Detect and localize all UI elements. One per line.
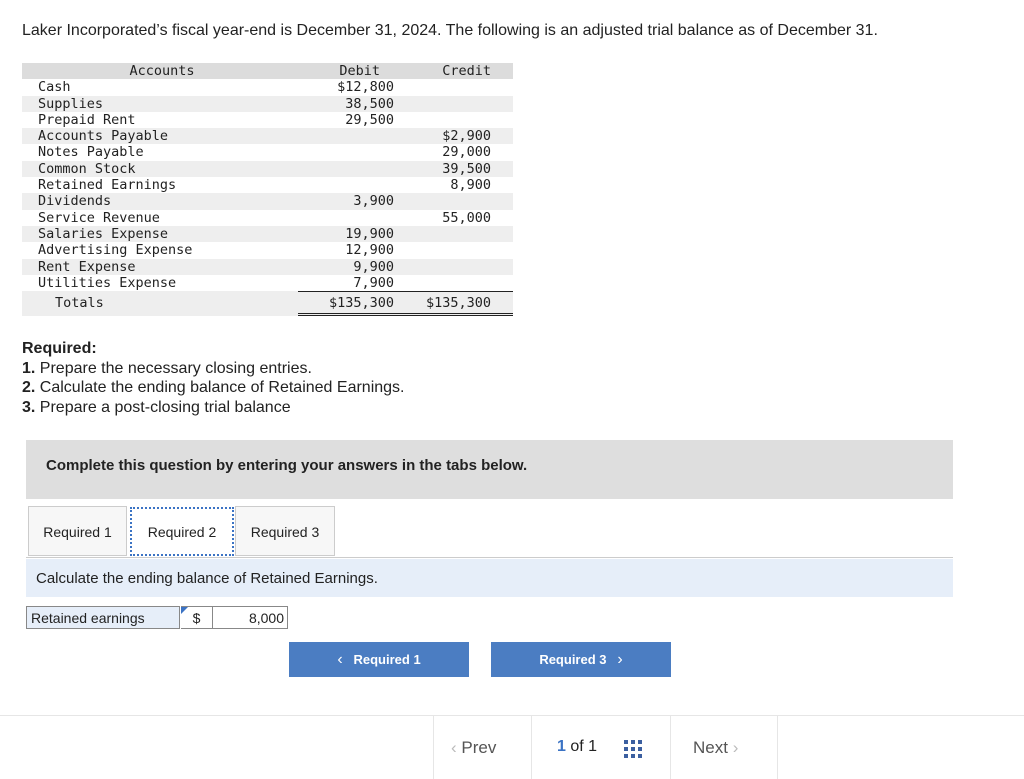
debit-amount: 38,500 [345, 95, 394, 112]
tab-required-2[interactable]: Required 2 [129, 506, 235, 556]
account-name: Supplies [38, 95, 104, 112]
debit-amount: 29,500 [345, 111, 394, 128]
instructions-text: Complete this question by entering your answers in the tabs below. [46, 457, 528, 474]
account-name: Service Revenue [38, 209, 160, 226]
table-row [22, 210, 513, 226]
tab-focus-outline [130, 507, 234, 556]
account-name: Rent Expense [38, 258, 136, 275]
credit-amount: 8,900 [450, 177, 491, 194]
tab-divider [26, 557, 953, 558]
totals-double-rule [298, 313, 513, 316]
account-name: Retained Earnings [38, 177, 177, 194]
accounts-header: Accounts [129, 63, 195, 79]
chevron-left-icon: ‹ [451, 738, 457, 757]
debit-header: Debit [339, 63, 380, 79]
credit-amount: 55,000 [442, 209, 491, 226]
table-row [22, 112, 513, 128]
table-row [22, 259, 513, 275]
account-name: Accounts Payable [38, 128, 169, 145]
tab-required-1[interactable]: Required 1 [28, 506, 127, 556]
table-row [22, 242, 513, 258]
debit-amount: 19,900 [345, 225, 394, 242]
credit-header: Credit [442, 63, 491, 79]
required-title: Required: [22, 340, 97, 357]
chevron-right-icon: › [617, 651, 623, 668]
next-page-button[interactable]: Next › [693, 738, 739, 757]
account-name: Utilities Expense [38, 274, 177, 291]
page-indicator: 1 of 1 [557, 738, 598, 755]
debit-amount: 9,900 [353, 258, 394, 275]
account-name: Cash [38, 79, 71, 96]
totals-label: Totals [55, 295, 104, 312]
totals-debit: $135,300 [328, 295, 394, 312]
prev-page-button[interactable]: ‹ Prev [451, 738, 497, 757]
grid-icon[interactable] [624, 740, 642, 758]
chevron-right-icon: › [732, 738, 739, 757]
debit-amount: 7,900 [353, 274, 394, 291]
required-item: 3. Prepare a post-closing trial balance [22, 398, 291, 416]
pager-separator [777, 716, 778, 779]
pager [433, 716, 778, 779]
instructions-banner [26, 440, 953, 499]
pager-separator [670, 716, 671, 779]
tab-required-3[interactable]: Required 3 [235, 506, 335, 556]
account-name: Advertising Expense [38, 242, 193, 259]
table-row [22, 79, 513, 95]
debit-amount: $12,800 [337, 79, 394, 96]
pager-separator [531, 716, 532, 779]
question-text: Calculate the ending balance of Retained Earnings. [36, 570, 378, 587]
table-row [22, 193, 513, 209]
question-prompt [26, 559, 953, 597]
table-row [22, 275, 513, 291]
trial-balance-table [22, 63, 513, 316]
credit-amount: $2,900 [442, 128, 491, 145]
debit-amount: 3,900 [353, 193, 394, 210]
pager-separator [433, 716, 434, 779]
account-name: Prepaid Rent [38, 111, 136, 128]
retained-earnings-label: Retained earnings [26, 606, 180, 629]
debit-amount: 12,900 [345, 242, 394, 259]
credit-amount: 29,000 [442, 144, 491, 161]
table-row [22, 96, 513, 112]
table-row [22, 177, 513, 193]
account-name: Notes Payable [38, 144, 144, 161]
required-item: 2. Calculate the ending balance of Retained Earnings. [22, 379, 405, 396]
prev-required-button[interactable]: ‹ Required 1 [289, 642, 469, 677]
next-required-button[interactable]: Required 3 › [491, 642, 671, 677]
credit-amount: 39,500 [442, 160, 491, 177]
table-header-row [22, 63, 513, 79]
chevron-left-icon: ‹ [337, 651, 343, 668]
table-row [22, 128, 513, 144]
required-section [22, 339, 405, 417]
account-name: Common Stock [38, 160, 136, 177]
entry-flag-icon [181, 607, 188, 614]
required-item: 1. Prepare the necessary closing entries. [22, 359, 312, 377]
account-name: Salaries Expense [38, 225, 169, 242]
retained-earnings-input[interactable] [212, 606, 288, 629]
currency-cell [181, 606, 213, 629]
totals-row [22, 291, 513, 316]
currency-symbol: $ [192, 610, 201, 626]
totals-credit: $135,300 [425, 295, 491, 312]
table-row [22, 161, 513, 177]
table-row [22, 226, 513, 242]
intro-text: Laker Incorporated’s fiscal year-end is December 31, 2024. The following is an adjusted trial balance as of December 31. [22, 22, 878, 39]
table-row [22, 144, 513, 160]
account-name: Dividends [38, 193, 112, 210]
